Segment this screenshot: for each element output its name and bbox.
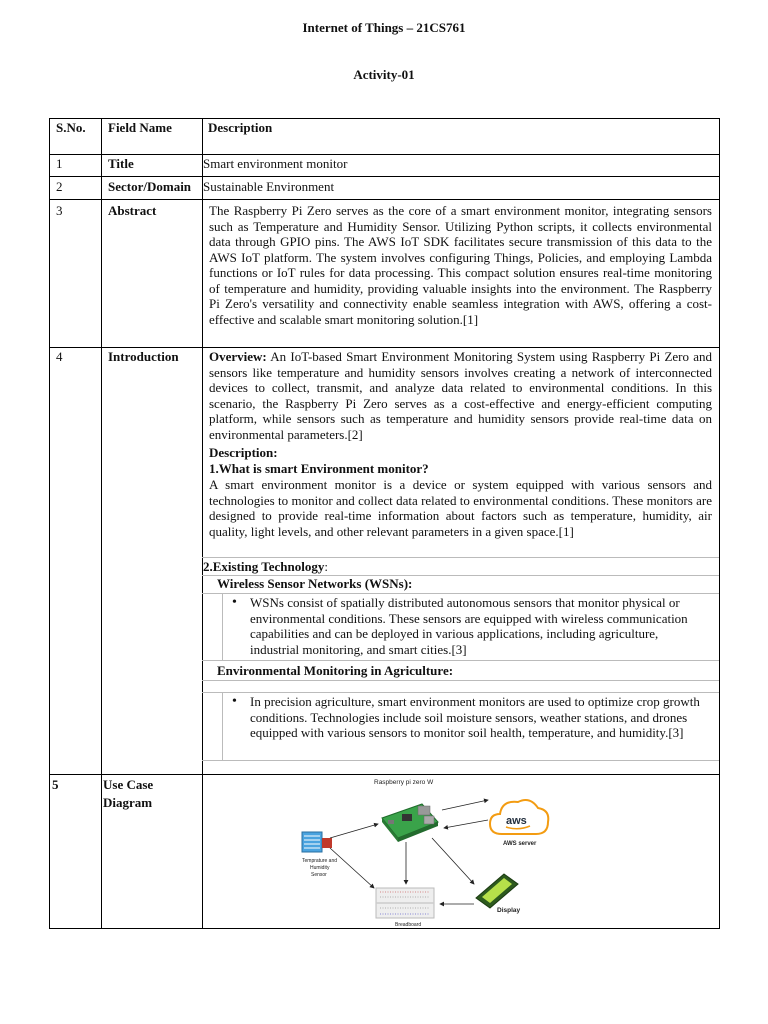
wsn-heading: Wireless Sensor Networks (WSNs): — [217, 576, 413, 591]
arrow-sensor-to-breadboard — [330, 848, 374, 888]
temperature-sensor-icon — [302, 832, 332, 852]
row-1-field: Title — [108, 156, 134, 171]
list-item: • WSNs consist of spatially distributed autonomous sensors that monitor physical or environmental conditions. These sensors are equipped with wireless communication capabilities and can be deployed in various applications, including agriculture, industrial monitoring, and smart cities.[3] — [230, 595, 710, 657]
breadboard-label: Breadboard — [395, 922, 422, 928]
overview-text: An IoT-based Smart Environment Monitoring System using Raspberry Pi Zero and sensors like temperature and humidity sensors involves creating a network of interconnected devices to collect, transmit, and analyze data related to environmental conditions. In this scenario, the Raspberry Pi Zero serves as a cost-effective and energy-efficient computing platform, while sensors such as temperature and humidity sensors provide real-time data on environmental parameters.[2] — [209, 349, 712, 442]
overview-paragraph — [209, 349, 712, 442]
wsn-list — [230, 595, 710, 657]
display-label: Display — [497, 907, 521, 914]
row-5-sno: 5 — [52, 777, 59, 792]
row-3-field: Abstract — [108, 203, 157, 218]
sensor-label-line3: Sensor — [311, 872, 327, 878]
arrow-sensor-to-pi — [330, 824, 378, 838]
row-4-sno: 4 — [56, 349, 63, 364]
column-header-sno: S.No. — [56, 120, 86, 135]
agriculture-heading: Environmental Monitoring in Agriculture: — [217, 663, 454, 678]
row-2-field: Sector/Domain — [108, 179, 192, 194]
column-header-description: Description — [208, 120, 273, 135]
aws-logo-text: aws — [506, 815, 527, 827]
arrow-pi-to-display — [432, 838, 474, 884]
activity-heading: Activity-01 — [353, 67, 415, 82]
row-5-field-line1: Use Case — [103, 777, 154, 792]
aws-server-label: AWS server — [503, 841, 537, 847]
agriculture-list — [230, 694, 715, 741]
question-1-text: A smart environment monitor is a device or system equipped with various sensors and technologies to monitor and collect data related to environmental conditions. These monitors are designed to provide real-time information about factors such as temperature, humidity, air quality, light levels, and other relevant parameters in a given space.[1] — [209, 477, 712, 539]
arrow-pi-to-aws — [442, 800, 488, 810]
description-label: Description: — [209, 445, 278, 460]
row-2-description: Sustainable Environment — [203, 179, 335, 194]
arrow-aws-to-pi — [444, 820, 488, 828]
row-3-abstract-text: The Raspberry Pi Zero serves as the core of a smart environment monitor, integrating sensors such as Temperature and Humidity Sensor. Utilizing Python scripts, it collects environmental data through GPIO pins. The AWS IoT SDK facilitates secure transmission of this data to the AWS IoT platform. The system involves configuring Things, Policies, and employing Lambda functions or IoT rules for data processing. This compact solution ensures real-time monitoring of temperature and humidity, providing valuable insights into the environment. The Raspberry Pi Zero's versatility and connectivity enable seamless integration with AWS, offering a cost-effective and scalable smart monitoring solution.[1] — [209, 203, 712, 327]
row-5-field-line2: Diagram — [103, 795, 153, 810]
raspberry-pi-label: Raspberry pi zero W — [374, 779, 434, 786]
use-case-diagram — [290, 776, 550, 928]
column-header-field: Field Name — [108, 120, 172, 135]
sensor-label-line2: Humidity — [310, 865, 330, 871]
lcd-display-icon — [476, 874, 518, 908]
question-2-heading: 2.Existing Technology: — [203, 559, 328, 574]
overview-label: Overview: — [209, 349, 267, 364]
question-1-heading: 1.What is smart Environment monitor? — [209, 461, 429, 476]
row-2-sno: 2 — [56, 179, 63, 194]
breadboard-icon — [376, 888, 434, 918]
row-3-sno: 3 — [56, 203, 63, 218]
sensor-label-line1: Temprature and — [302, 858, 338, 864]
row-4-field: Introduction — [108, 349, 179, 364]
aws-cloud-icon — [490, 800, 548, 834]
row-1-sno: 1 — [56, 156, 63, 171]
diagram-svg — [290, 776, 550, 928]
list-item: • In precision agriculture, smart environment monitors are used to optimize crop growth conditions. Technologies include soil moisture sensors, weather stations, and drones equipped with various sensors to monitor soil health, temperature, and humidity.[3] — [230, 694, 715, 741]
row-1-description: Smart environment monitor — [203, 156, 348, 171]
document-title: Internet of Things – 21CS761 — [302, 20, 466, 35]
raspberry-pi-board-icon — [382, 804, 438, 842]
